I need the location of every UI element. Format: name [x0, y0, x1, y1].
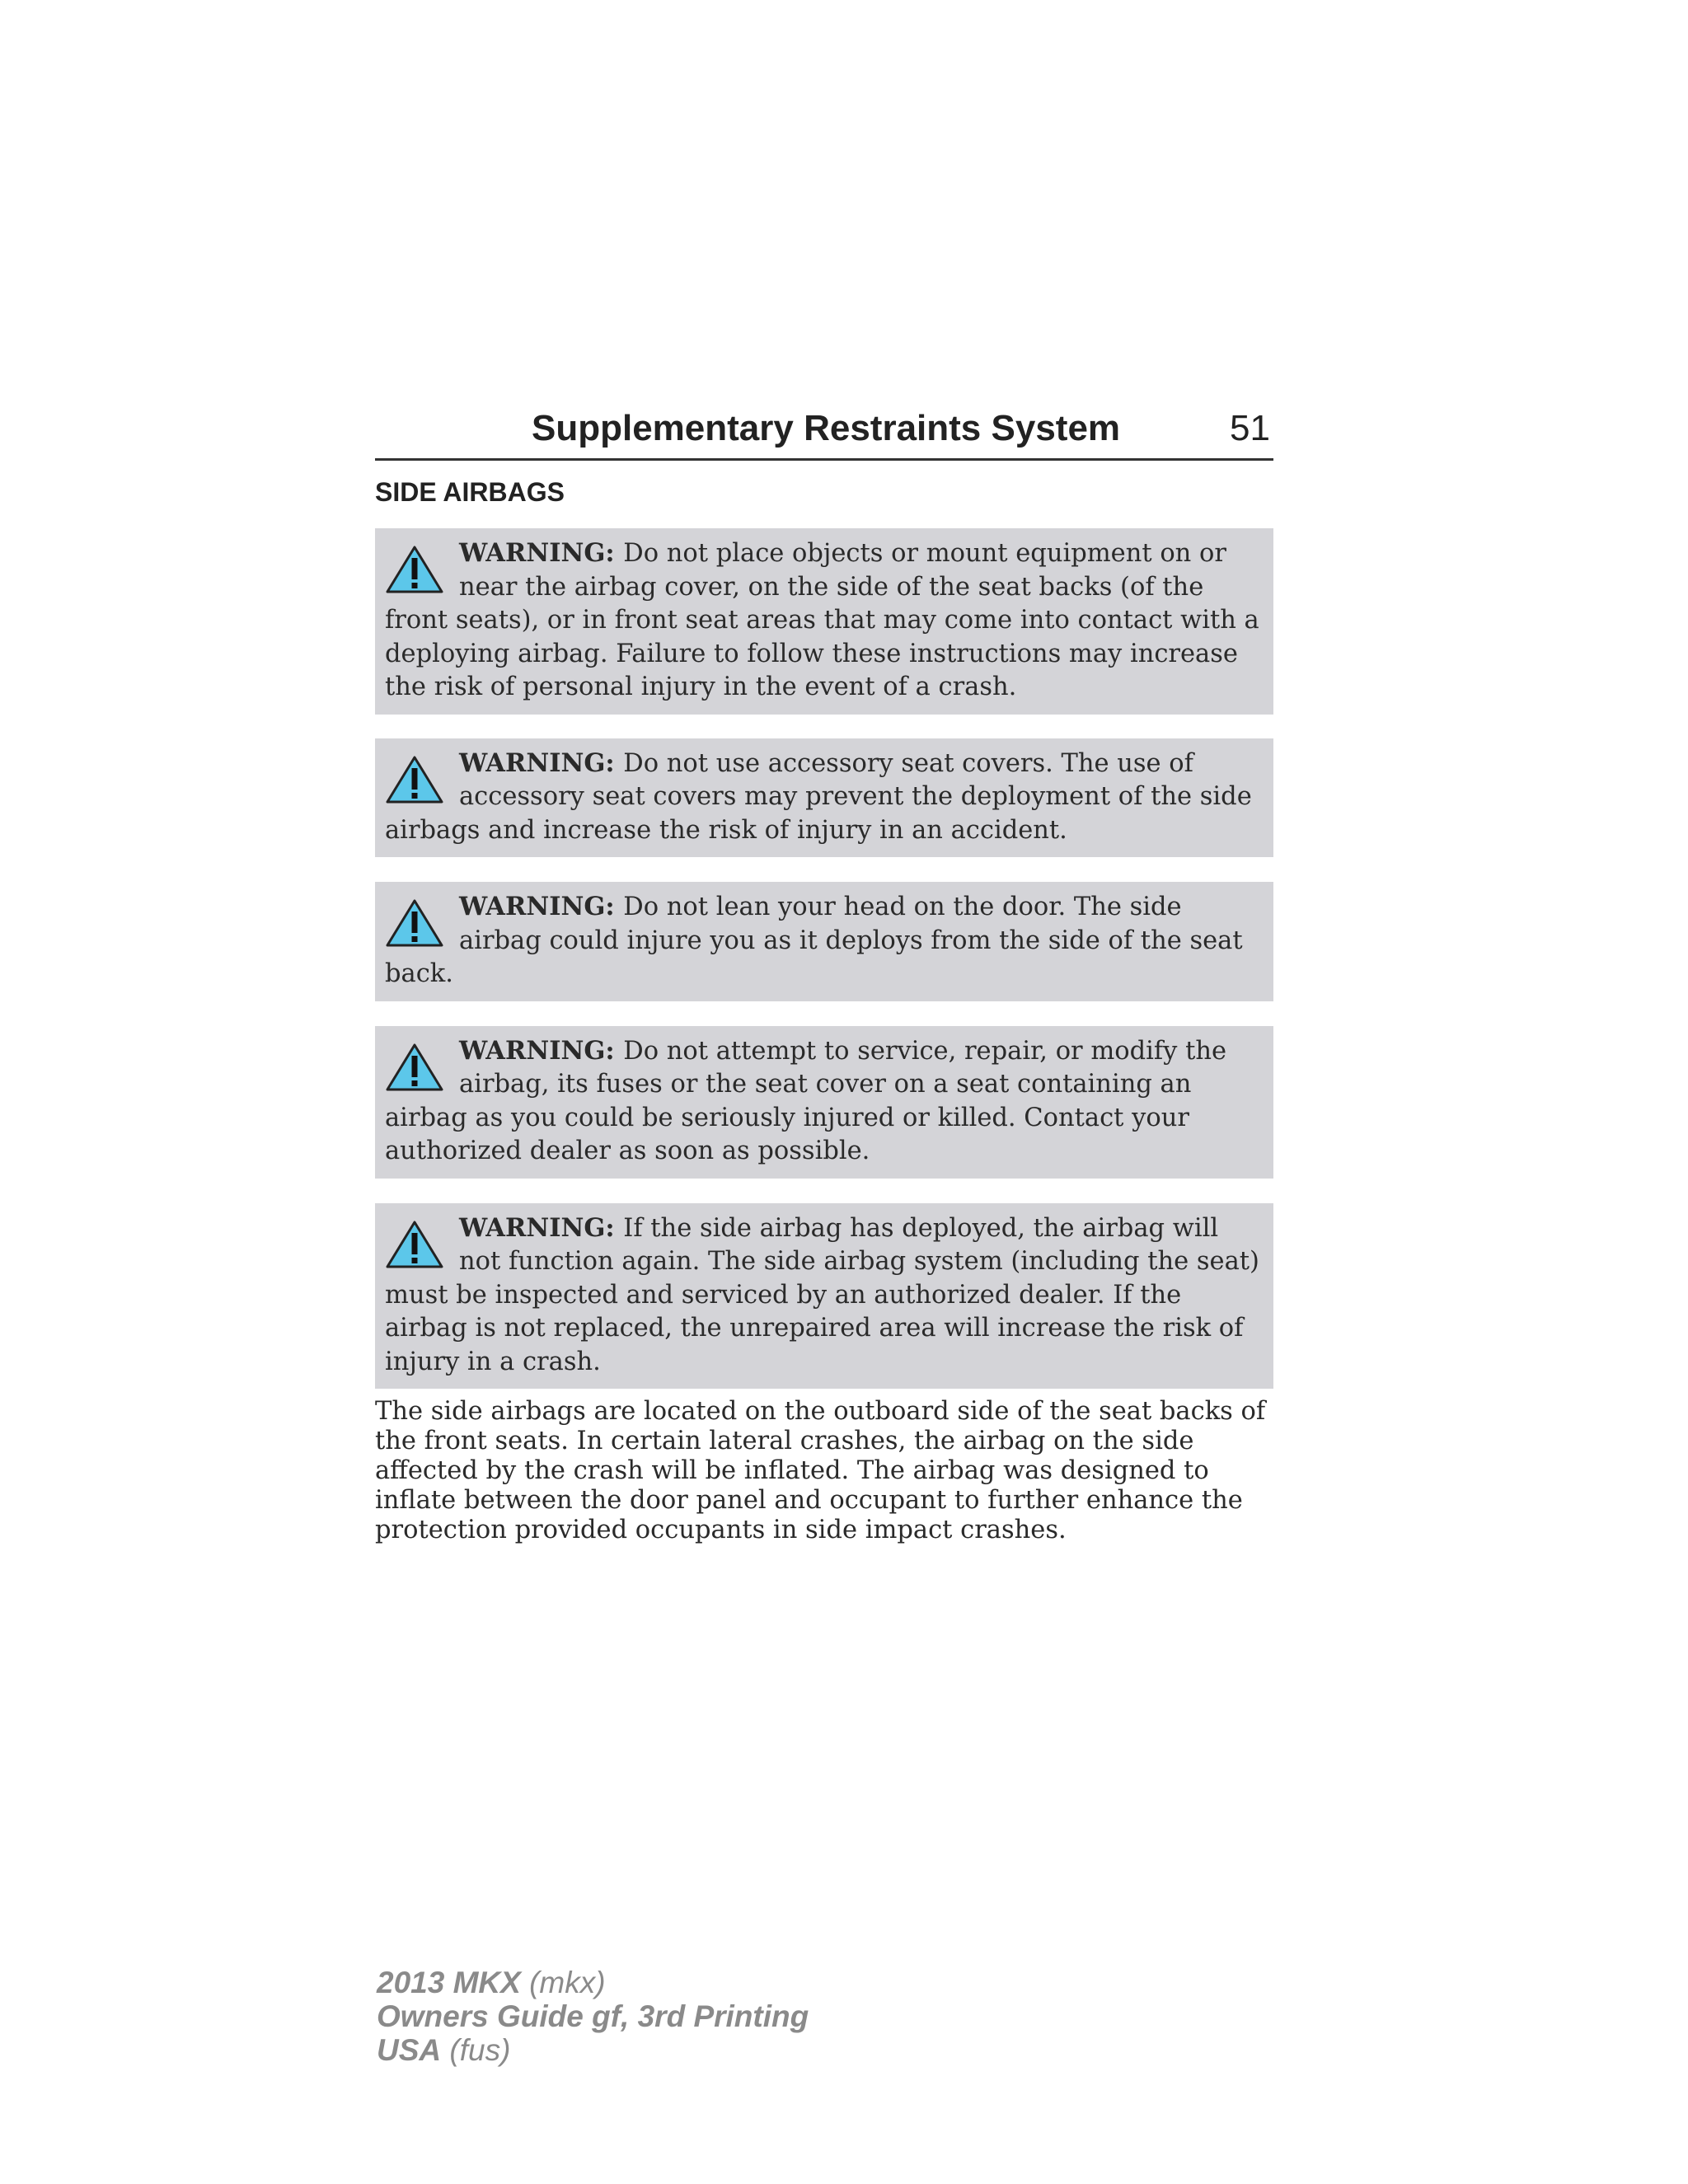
page-footer — [377, 1966, 809, 2067]
warning-box — [375, 1026, 1273, 1179]
section-title: SIDE AIRBAGS — [375, 477, 565, 507]
warning-text: Do not use accessory seat covers. The use of accessory seat covers may prevent the deployment of the side airbags and increase the risk of injury in an accident. — [385, 748, 1252, 845]
warning-text: Do not attempt to service, repair, or modify the airbag, its fuses or the seat cover on a seat containing an airbag as you could be seriously injured or killed. Contact your authorized dealer as soon as possible. — [385, 1036, 1227, 1165]
warning-box — [375, 528, 1273, 715]
warning-label: WARNING: — [459, 538, 624, 568]
warning-label: WARNING: — [459, 892, 624, 921]
warning-label: WARNING: — [459, 748, 624, 778]
warning-box — [375, 738, 1273, 858]
chapter-title: Supplementary Restraints System — [532, 408, 1121, 448]
page-number: 51 — [1230, 408, 1270, 448]
footer-line-market — [377, 2033, 809, 2067]
warning-triangle-icon — [385, 1043, 444, 1092]
footer-line-model — [377, 1966, 809, 1999]
manual-page — [375, 404, 1273, 1545]
body-paragraph: The side airbags are located on the outboard side of the seat backs of the front seats. In certain lateral crashes, the airbag on the side affected by the crash will be inflated. The airbag was designed to inflate between the door panel and occupant to further enhance the protection provided occupants in side impact crashes. — [375, 1397, 1266, 1544]
warning-label: WARNING: — [459, 1035, 624, 1066]
footer-model-code: (mkx) — [520, 1966, 606, 1999]
warning-text: Do not lean your head on the door. The side airbag could injure you as it deploys from the side of the seat back. — [385, 893, 1243, 988]
warning-triangle-icon — [385, 755, 444, 804]
footer-market-code: (fus) — [441, 2033, 511, 2067]
warning-triangle-icon — [385, 545, 444, 594]
footer-market: USA — [377, 2033, 442, 2067]
footer-model: 2013 MKX — [377, 1966, 521, 1999]
warning-box — [375, 882, 1273, 1001]
warning-text: If the side airbag has deployed, the airbag will not function again. The side airbag system (including the seat) must be inspected and serviced by an authorized dealer. If the airbag is not replaced, the unrepaired area will increase the risk of injury in a crash. — [385, 1213, 1259, 1376]
warning-text: Do not place objects or mount equipment on or near the airbag cover, on the side of the seat backs (of the front seats), or in front seat areas that may come into contact with a deploying airbag. Failure to follow these instructions may increase the risk of personal injury in the event of a crash. — [385, 539, 1259, 701]
warning-triangle-icon — [385, 1220, 444, 1269]
footer-line-guide — [377, 1999, 809, 2033]
footer-guide: Owners Guide gf, 3rd Printing — [377, 1999, 809, 2033]
warning-box — [375, 1203, 1273, 1390]
warning-triangle-icon — [385, 898, 444, 948]
page-header — [375, 404, 1273, 461]
warning-label: WARNING: — [459, 1212, 624, 1243]
